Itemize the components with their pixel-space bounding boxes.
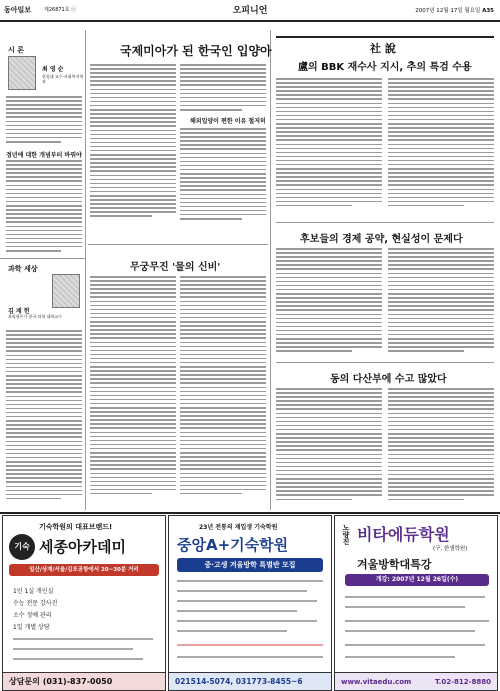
ad-decoration bbox=[177, 590, 307, 592]
ad-tagline: 기숙학원의 대표브랜드! bbox=[39, 523, 113, 531]
ad-decoration bbox=[177, 600, 317, 602]
article-body bbox=[90, 64, 176, 224]
page-masthead bbox=[0, 0, 500, 22]
ad-decoration bbox=[177, 630, 287, 632]
ad-open-date: 개강: 2007년 12월 26일(수) bbox=[345, 574, 489, 586]
ad-contact: 상담문의 (031)-837-0050 bbox=[3, 672, 165, 690]
ad-decoration bbox=[13, 638, 153, 640]
author-title: 한림대 교수·사회복지학과 bbox=[42, 74, 84, 84]
ad-decoration bbox=[177, 644, 323, 646]
editorial-body bbox=[276, 388, 382, 508]
ad-brand-name: 비타에듀학원 bbox=[357, 525, 450, 544]
ad-sejong-academy[interactable] bbox=[2, 515, 166, 691]
article-body bbox=[180, 276, 266, 508]
section-rule bbox=[88, 244, 268, 245]
article-headline: 국제미아가 된 한국인 입양아 bbox=[120, 44, 272, 58]
ad-decoration bbox=[177, 580, 323, 582]
ad-location: 노량진 bbox=[342, 524, 350, 545]
ad-decoration bbox=[13, 658, 143, 660]
ad-decoration bbox=[345, 644, 485, 646]
section-rule bbox=[276, 362, 494, 363]
ad-decoration bbox=[345, 620, 489, 622]
article-body bbox=[90, 276, 176, 508]
editorial-label: 社 說 bbox=[370, 42, 396, 55]
ad-promo-banner: 중·고생 겨울방학 특별반 모집 bbox=[177, 558, 323, 572]
column-body bbox=[6, 330, 82, 508]
ad-website-link[interactable]: www.vitaedu.com bbox=[341, 678, 412, 686]
editorial-body bbox=[276, 248, 382, 358]
author-title: 과학평론가 한국 과학 대학교수 bbox=[8, 314, 63, 319]
author-name: 최 영 순 bbox=[42, 66, 64, 73]
ad-logo-seal: 기숙 bbox=[9, 534, 35, 560]
ad-decoration bbox=[345, 630, 475, 632]
ad-jungang-academy[interactable] bbox=[168, 515, 332, 691]
ad-promo-title: 겨울방학대특강 bbox=[357, 558, 432, 571]
ad-feature: 1인 1실 개인실 bbox=[13, 588, 54, 595]
section-title: 오피니언 bbox=[232, 6, 268, 16]
newspaper-logo: 동아일보 bbox=[4, 6, 32, 14]
ad-feature: 1일 개별 상담 bbox=[13, 624, 50, 631]
article-body bbox=[180, 128, 266, 224]
ad-decoration bbox=[345, 606, 465, 608]
column-rule bbox=[85, 30, 86, 510]
column-subhead: 정년에 대한 개념부터 바꿔야 bbox=[6, 152, 82, 159]
ad-decoration bbox=[177, 656, 323, 658]
editorial-body bbox=[388, 388, 494, 508]
ad-feature: 수능 전문 강사진 bbox=[13, 600, 58, 607]
section-rule bbox=[0, 258, 85, 259]
author-photo bbox=[52, 274, 80, 308]
column-label: 과학 세상 bbox=[8, 265, 38, 273]
ad-phone: T.02-812-8880 bbox=[434, 678, 491, 686]
editorial-headline: 후보들의 경제 공약, 현실성이 문제다 bbox=[300, 234, 463, 245]
editorial-body bbox=[276, 78, 382, 210]
editorial-headline: 동의 다산부에 수고 많았다 bbox=[330, 374, 447, 385]
editorial-headline: 盧의 BBK 재수사 지시, 추의 특검 수용 bbox=[298, 62, 472, 73]
editorial-rule bbox=[276, 36, 494, 38]
ad-contact bbox=[335, 672, 497, 690]
ad-vitaedu-academy[interactable] bbox=[334, 515, 498, 691]
ad-offer-banner: 일산/상계/서울/김포공항에서 20~30분 거리 bbox=[9, 564, 159, 576]
column-rule bbox=[270, 30, 271, 510]
column-body bbox=[6, 160, 82, 254]
column-label: 시 론 bbox=[8, 46, 24, 54]
editorial-body bbox=[388, 78, 494, 210]
ad-decoration bbox=[345, 596, 485, 598]
section-rule bbox=[276, 222, 494, 223]
article-body bbox=[180, 64, 266, 112]
author-photo bbox=[8, 56, 36, 90]
ad-brand-name: 세종아카데미 bbox=[39, 538, 126, 556]
article-headline: 무궁무진 '물의 신비' bbox=[130, 262, 221, 273]
ad-decoration bbox=[345, 656, 455, 658]
issue-date: 2007년 12월 17일 월요일 A35 bbox=[415, 8, 494, 14]
column-body bbox=[6, 96, 82, 146]
ad-subtitle: (구, 한샘학원) bbox=[433, 546, 468, 552]
ad-tagline: 23년 전통의 재입생 기숙학원 bbox=[199, 524, 278, 531]
article-subhead: 해외입양이 편한 이유 철저히 bbox=[190, 118, 266, 125]
ad-feature: 소수 정예 관리 bbox=[13, 612, 52, 619]
editorial-body bbox=[388, 248, 494, 358]
author-name: 김 재 헌 bbox=[8, 308, 30, 315]
ad-decoration bbox=[13, 648, 133, 650]
ad-decoration bbox=[177, 620, 317, 622]
ad-contact: 021514-5074, 031773-8455~6 bbox=[169, 672, 331, 690]
section-rule bbox=[0, 512, 500, 514]
ad-brand-name: 중앙A+기숙학원 bbox=[177, 536, 289, 554]
ad-decoration bbox=[177, 610, 297, 612]
issue-number: 제26871호 ⓒ bbox=[44, 7, 77, 13]
